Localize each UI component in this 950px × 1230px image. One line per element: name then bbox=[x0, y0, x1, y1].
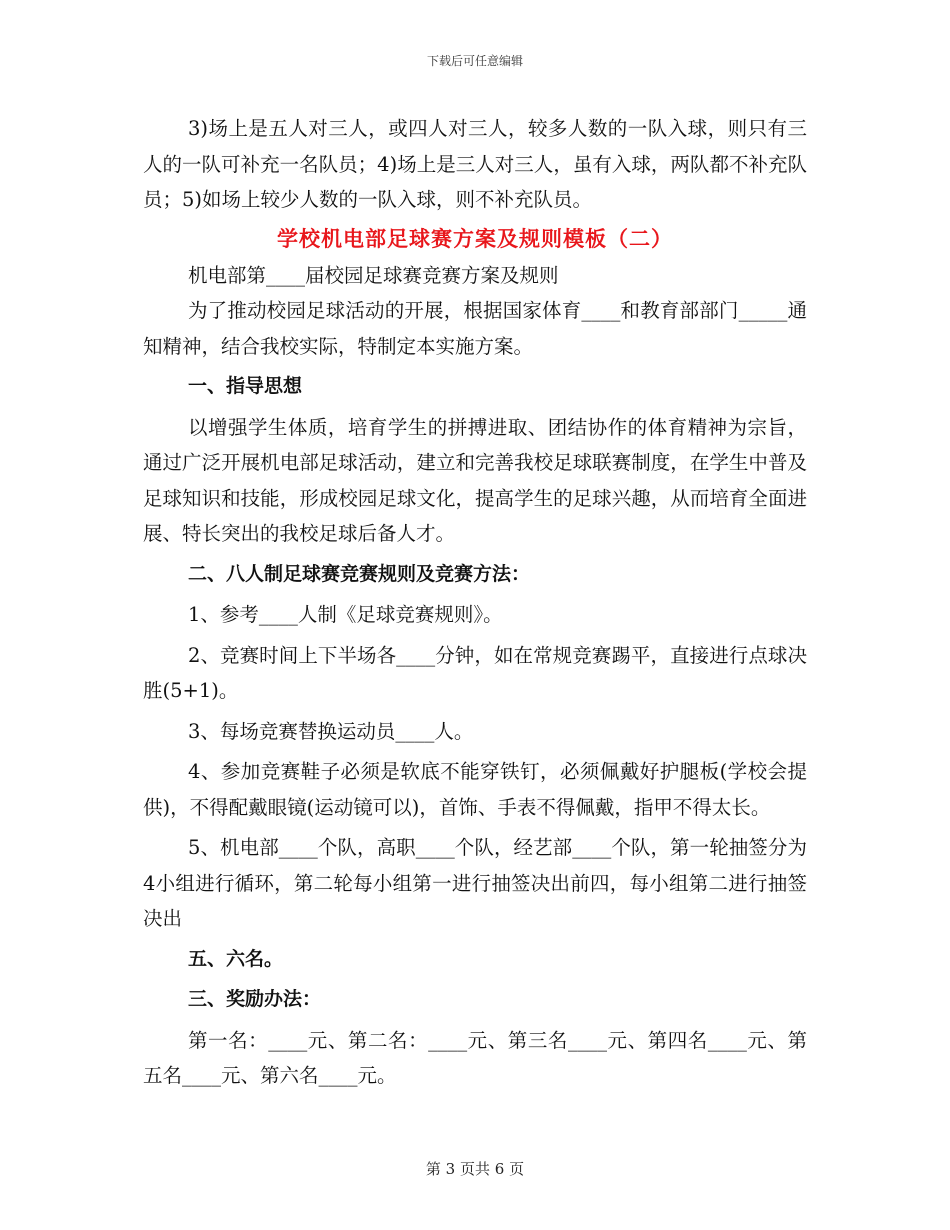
heading-rewards: 三、奖励办法： bbox=[188, 988, 322, 1010]
rule-item-4: 4、参加竞赛鞋子必须是软底不能穿铁钉，必须佩戴好护腿板(学校会提供)，不得配戴眼镜(运动镜可以)，首饰、手表不得佩戴，指甲不得太长。 bbox=[143, 760, 807, 819]
document-body bbox=[143, 111, 807, 1094]
rule-item-3: 3、每场竞赛替换运动员____人。 bbox=[188, 719, 474, 743]
rule-item-5: 5、机电部____个队，高职____个队，经艺部____个队，第一轮抽签分为4小组进行循环，第二轮每小组第一进行抽签决出前四，每小组第二进行抽签决出 bbox=[143, 836, 807, 930]
page-header: 下载后可任意编辑 bbox=[426, 54, 523, 68]
heading-guiding-idea: 一、指导思想 bbox=[188, 375, 303, 397]
rule-item-2: 2、竞赛时间上下半场各____分钟，如在常规竞赛踢平，直接进行点球决胜(5+1)。 bbox=[143, 643, 807, 702]
heading-rules: 二、八人制足球赛竞赛规则及竞赛方法： bbox=[188, 562, 531, 585]
heading-fifth-sixth: 五、六名。 bbox=[188, 947, 284, 970]
paragraph-intro: 为了推动校园足球活动的开展，根据国家体育____和教育部部门_____通知精神，结合我校实际，特制定本实施方案。 bbox=[143, 299, 807, 358]
paragraph-rewards: 第一名：____元、第二名：____元、第三名____元、第四名____元、第五名____元、第六名____元。 bbox=[143, 1028, 807, 1087]
rule-item-1: 1、参考____人制《足球竞赛规则》。 bbox=[188, 603, 503, 626]
document-title: 学校机电部足球赛方案及规则模板（二） bbox=[277, 225, 673, 251]
paragraph-guiding-idea: 以增强学生体质，培育学生的拼搏进取、团结协作的体育精神为宗旨，通过广泛开展机电部足球活动，建立和完善我校足球联赛制度，在学生中普及足球知识和技能，形成校园足球文化，提高学生的足球兴趣，从而培育全面进展、特长突出的我校足球后备人才。 bbox=[143, 415, 807, 545]
paragraph-subtitle: 机电部第____届校园足球赛竞赛方案及规则 bbox=[188, 263, 559, 287]
page-footer: 第 3 页共 6 页 bbox=[425, 1160, 525, 1178]
paragraph-substitution-rules: 3)场上是五人对三人，或四人对三人，较多人数的一队入球，则只有三人的一队可补充一名队员；4)场上是三人对三人，虽有入球，两队都不补充队员；5)如场上较少人数的一队入球，则不补充队员。 bbox=[143, 117, 807, 211]
